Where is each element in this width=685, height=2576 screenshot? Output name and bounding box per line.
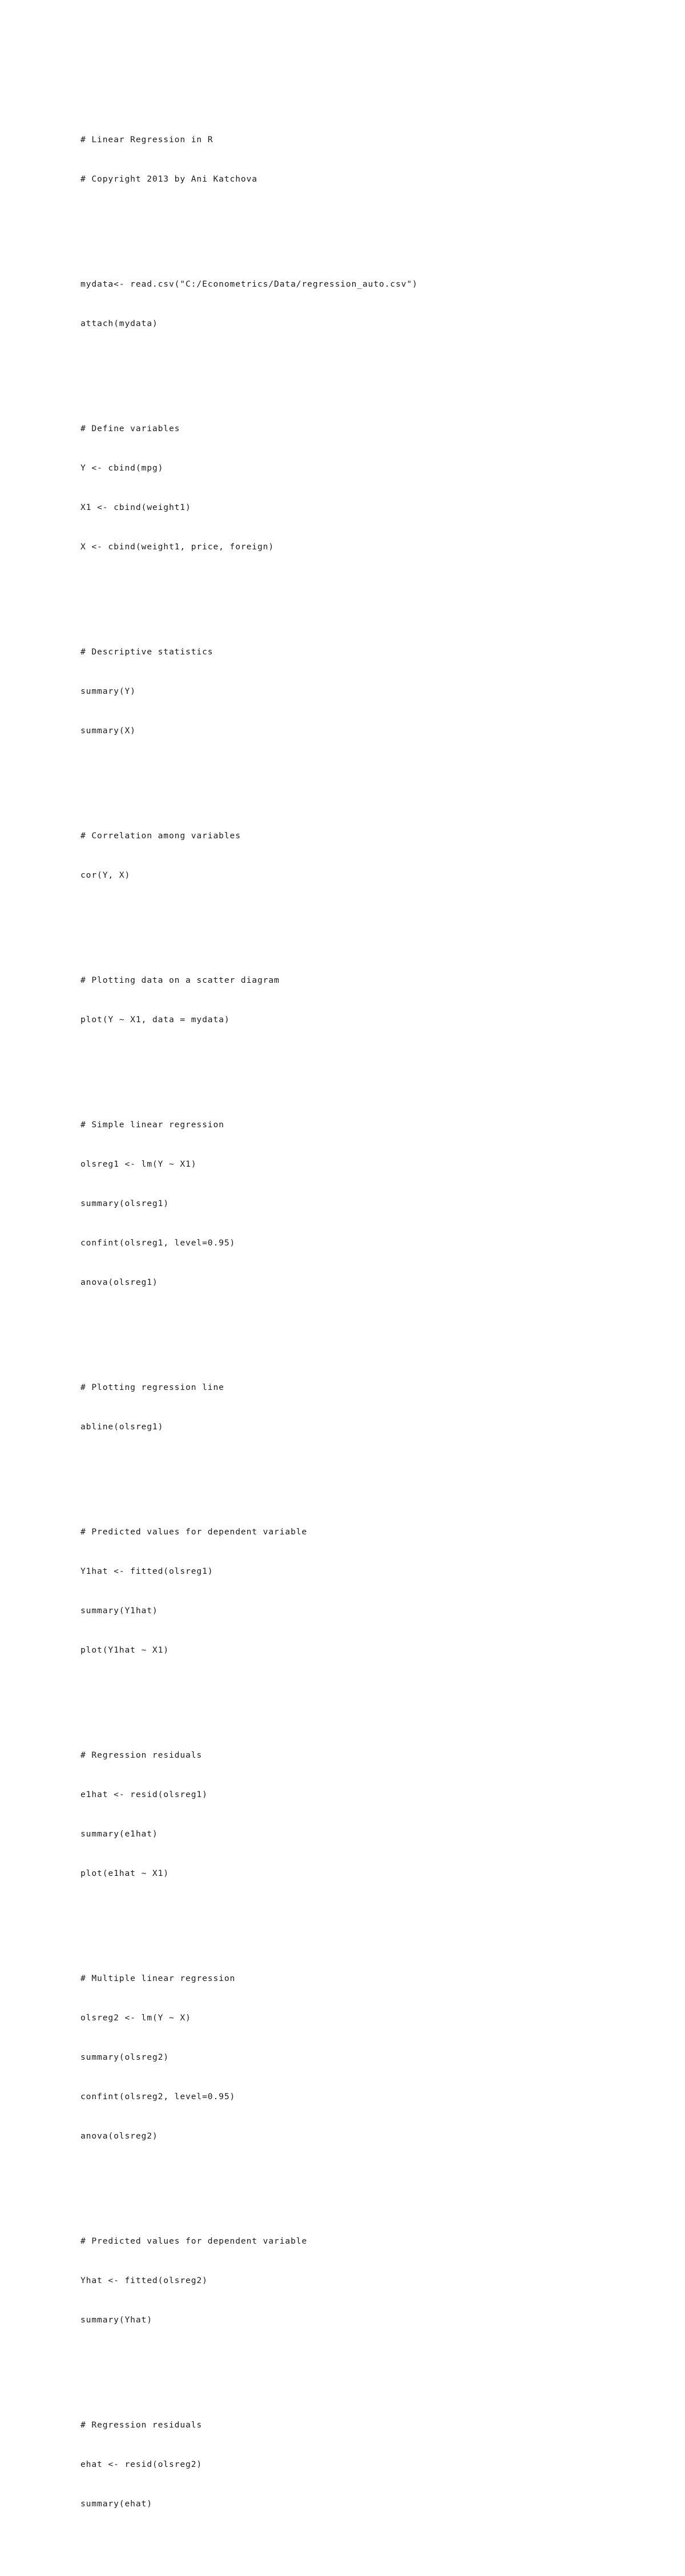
code-line: abline(olsreg1)	[80, 1422, 164, 1432]
code-line: summary(Y1hat)	[80, 1606, 158, 1615]
code-line: # Correlation among variables	[80, 831, 241, 841]
code-line: confint(olsreg2, level=0.95)	[80, 2092, 236, 2101]
code-line: anova(olsreg1)	[80, 1277, 158, 1287]
correlation-block	[80, 803, 418, 908]
code-line: plot(Y1hat ~ X1)	[80, 1645, 169, 1655]
r-script	[80, 81, 418, 2576]
code-line: # Regression residuals	[80, 2420, 203, 2430]
multiple-regression-block	[80, 1946, 418, 2169]
load-data-block	[80, 251, 418, 356]
predicted-values-2-block	[80, 2208, 418, 2353]
code-line: summary(e1hat)	[80, 1829, 158, 1839]
code-line: olsreg2 <- lm(Y ~ X)	[80, 2013, 191, 2023]
code-line: plot(Y ~ X1, data = mydata)	[80, 1015, 230, 1024]
code-line: X <- cbind(weight1, price, foreign)	[80, 542, 275, 552]
descriptive-statistics-block	[80, 619, 418, 763]
code-line: # Plotting data on a scatter diagram	[80, 975, 280, 985]
code-line: # Linear Regression in R	[80, 135, 213, 144]
code-line: olsreg1 <- lm(Y ~ X1)	[80, 1159, 197, 1169]
code-line: # Regression residuals	[80, 1750, 203, 1760]
code-line: # Descriptive statistics	[80, 647, 213, 657]
code-line: summary(Y)	[80, 686, 136, 696]
code-line: # Predicted values for dependent variable	[80, 1527, 308, 1537]
code-line: ehat <- resid(olsreg2)	[80, 2460, 203, 2469]
code-line: cor(Y, X)	[80, 870, 131, 880]
code-line: plot(e1hat ~ X1)	[80, 1868, 169, 1878]
code-line: Y1hat <- fitted(olsreg1)	[80, 1566, 213, 1576]
residuals-2-block	[80, 2392, 418, 2537]
code-line: X1 <- cbind(weight1)	[80, 503, 191, 512]
code-line: summary(X)	[80, 726, 136, 736]
code-line: confint(olsreg1, level=0.95)	[80, 1238, 236, 1248]
code-line: # Define variables	[80, 424, 180, 433]
code-line: # Copyright 2013 by Ani Katchova	[80, 174, 257, 184]
code-line: summary(ehat)	[80, 2499, 152, 2509]
code-line: # Plotting regression line	[80, 1383, 224, 1392]
residuals-1-block	[80, 1722, 418, 1906]
predicted-values-1-block	[80, 1499, 418, 1683]
code-line: e1hat <- resid(olsreg1)	[80, 1790, 208, 1799]
code-line: summary(olsreg1)	[80, 1199, 169, 1208]
scatter-plot-block	[80, 947, 418, 1052]
code-line: attach(mydata)	[80, 319, 158, 328]
code-line: summary(olsreg2)	[80, 2052, 169, 2062]
code-line: summary(Yhat)	[80, 2315, 152, 2325]
code-line: anova(olsreg2)	[80, 2131, 158, 2141]
regression-line-block	[80, 1355, 418, 1460]
simple-regression-block	[80, 1092, 418, 1315]
header-comment-block	[80, 107, 418, 212]
code-line: Yhat <- fitted(olsreg2)	[80, 2276, 208, 2285]
code-line: # Predicted values for dependent variable	[80, 2236, 308, 2246]
define-variables-block	[80, 396, 418, 580]
code-line: # Simple linear regression	[80, 1120, 224, 1130]
code-line: mydata<- read.csv("C:/Econometrics/Data/regression_auto.csv")	[80, 279, 418, 289]
code-line: # Multiple linear regression	[80, 1974, 236, 1983]
code-line: Y <- cbind(mpg)	[80, 463, 164, 473]
